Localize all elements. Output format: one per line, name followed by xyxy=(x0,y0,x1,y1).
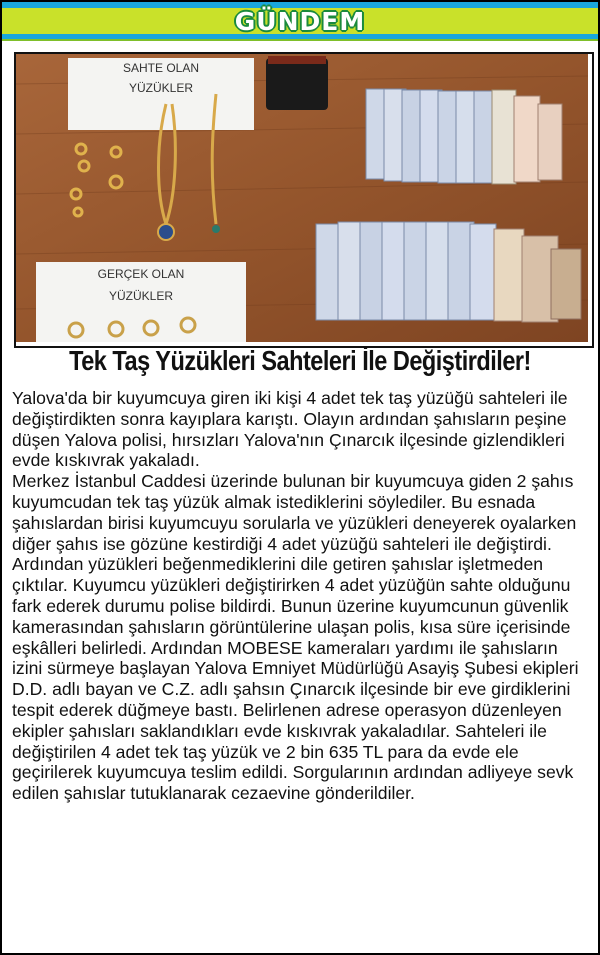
card-real-line2: YÜZÜKLER xyxy=(108,289,174,303)
article-body xyxy=(12,388,592,804)
photo-illustration xyxy=(16,54,588,342)
banknotes-top xyxy=(366,89,562,184)
black-wallet xyxy=(266,58,328,110)
article-paragraph: Yalova'da bir kuyumcuya giren iki kişi 4 adet tek taş yüzüğü sahteleri ile değiştirdikten sonra kayıplara karıştı. Olayın ardından şahısların peşine düşen Yalova polisi, hırsızları Yalova'nın Çınarcık ilçesinde gizlendikleri evde kıskıvrak yakaladı. xyxy=(12,388,568,471)
header-underline xyxy=(2,39,598,41)
card-fake-line1: SAHTE OLAN xyxy=(122,61,200,75)
section-title: GÜNDEM xyxy=(234,7,366,36)
card-real-line1: GERÇEK OLAN xyxy=(97,267,185,281)
article-headline: Tek Taş Yüzükleri Sahteleri İle Değiştirdiler! xyxy=(69,345,531,376)
card-fake-line2: YÜZÜKLER xyxy=(128,81,194,95)
article-paragraph: Merkez İstanbul Caddesi üzerinde bulunan bir kuyumcuya giden 2 şahıs kuyumcudan tek taş yüzük almak istediklerini söylediler. Bu esnada şahıslardan birisi kuyumcuyu sorularla ve yüzükleri deneyerek oyalarken diğer şahıs ise gözüne kestirdiği 4 adet yüzüğü sahteleri ile değiştirdi. Ardından yüzükleri beğenmediklerini dile getiren şahıslar işletmeden çıktılar. Kuyumcu yüzükleri değiştirirken 4 adet yüzüğün sahte olduğunu fark ederek durumu polise bildirdi. Bunun üzerine kuyumcunun güvenlik kamerasından şahısların görüntülerine ulaşan polis, kısa süre içerisinde eşkâlleri belirledi. Ardından MOBESE kameraları yardımı ile şahısların izini sürmeye başlayan Yalova Emniyet Müdürlüğü Asayiş Şubesi ekipleri D.D. adlı bayan ve C.Z. adlı şahsın Çınarcık ilçesinde bir eve girdiklerini tespit ederek düğmeye bastı. Belirlenen adrese operasyon düzenleyen ekipler şahısları saklandıkları evde kıskıvrak yakaladılar. Sahteleri ile değiştirilen 4 adet tek taş yüzük ve 2 bin 635 TL para da evde ele geçirilerek kuyumcuya teslim edildi. Sorgularının ardından adliyeye sevk edilen şahıslar tutuklanarak cezaevine gönderildiler. xyxy=(12,471,579,804)
banknotes-bottom xyxy=(316,222,581,322)
card-fake xyxy=(68,58,254,130)
news-photo[interactable] xyxy=(14,52,594,348)
